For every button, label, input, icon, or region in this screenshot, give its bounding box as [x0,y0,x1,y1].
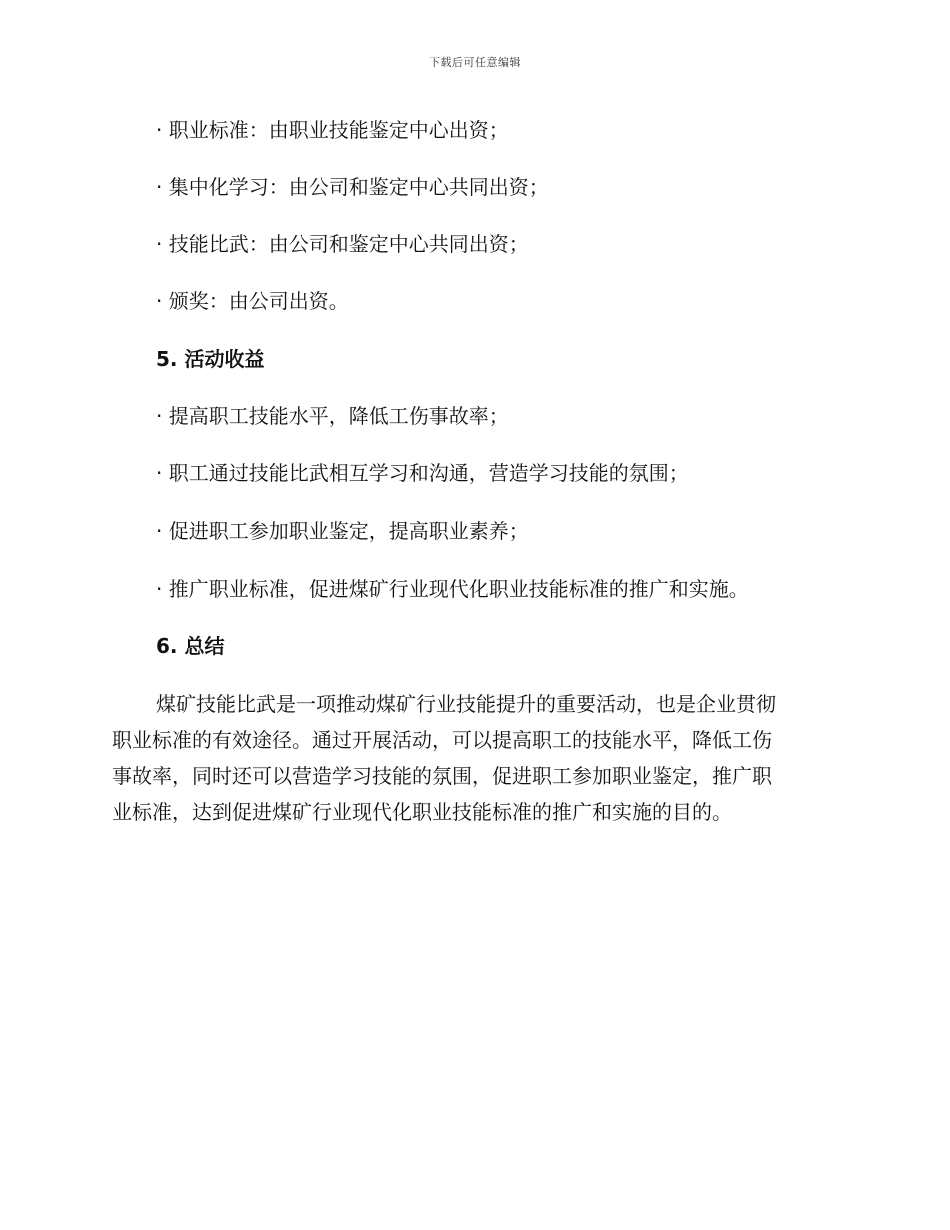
benefit-item: · 职工通过技能比武相互学习和沟通，营造学习技能的氛围； [156,461,689,485]
funding-item-award: · 颁奖：由公司出资。 [156,289,349,313]
benefit-item: · 推广职业标准，促进煤矿行业现代化职业技能标准的推广和实施。 [156,577,749,601]
summary-line: 煤矿技能比武是一项推动煤矿行业技能提升的重要活动，也是企业贯彻 [156,692,776,716]
funding-item-competition: · 技能比武：由公司和鉴定中心共同出资； [156,232,529,256]
summary-line: 业标准，达到促进煤矿行业现代化职业技能标准的推广和实施的目的。 [112,800,732,824]
funding-item-training: · 集中化学习：由公司和鉴定中心共同出资； [156,175,549,199]
benefit-item: · 提高职工技能水平，降低工伤事故率； [156,404,509,428]
summary-paragraph [112,686,832,830]
benefit-item: · 促进职工参加职业鉴定，提高职业素养； [156,519,529,543]
summary-line: 事故率，同时还可以营造学习技能的氛围，促进职工参加职业鉴定，推广职 [112,764,772,788]
section-5-heading: 5. 活动收益 [156,347,265,371]
page-header: 下载后可任意编辑 [429,56,521,69]
summary-line: 职业标准的有效途径。通过开展活动，可以提高职工的技能水平，降低工伤 [112,728,772,752]
section-6-heading: 6. 总结 [156,634,225,658]
funding-item-standard: · 职业标准：由职业技能鉴定中心出资； [156,118,509,142]
